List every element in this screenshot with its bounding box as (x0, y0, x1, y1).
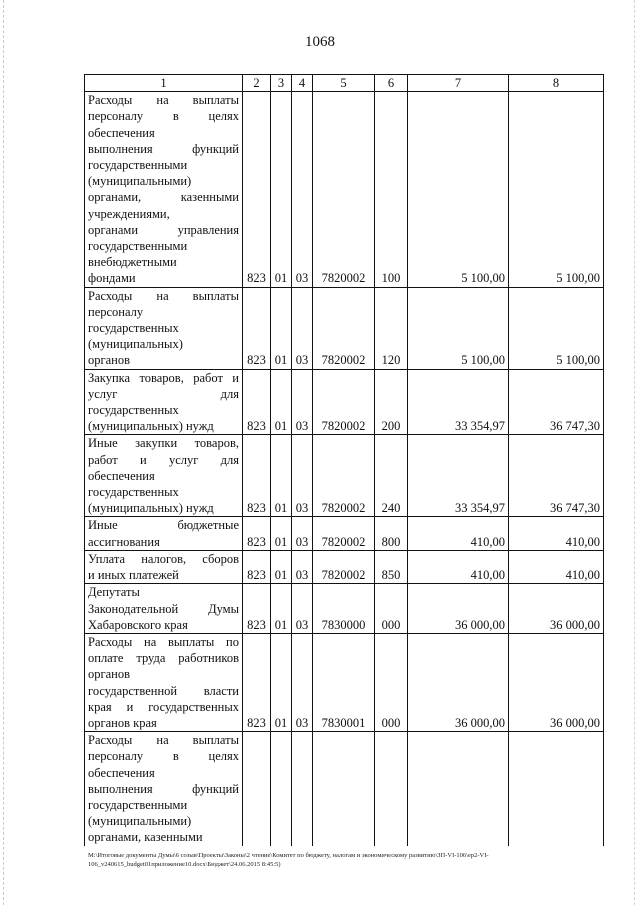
expense-name-line: органов края (88, 715, 157, 730)
expense-name-line: обеспечения (88, 468, 155, 483)
expense-name-cell (85, 584, 243, 634)
expense-name-line: оплате труда работников (88, 651, 239, 666)
section-cell: 01 (271, 517, 292, 550)
expense-type-cell: 100 (375, 92, 408, 287)
table-row (85, 732, 604, 846)
header-cell: 4 (292, 75, 313, 92)
expense-name-line: государственных (88, 485, 179, 500)
expense-name-line: Уплата налогов, сборов (88, 551, 239, 566)
section-cell: 01 (271, 584, 292, 634)
budget-code-cell: 823 (243, 584, 271, 634)
document-footer-path (88, 851, 608, 869)
amount-year1-cell: 5 100,00 (408, 287, 509, 369)
budget-table (84, 74, 604, 846)
amount-year2-cell (509, 732, 604, 846)
expense-name-line: органов (88, 667, 131, 682)
expense-name-cell (85, 287, 243, 369)
amount-year2-cell: 410,00 (509, 550, 604, 583)
expense-type-cell: 120 (375, 287, 408, 369)
amount-year1-cell: 410,00 (408, 517, 509, 550)
expense-name-line: и иных платежей (88, 568, 179, 583)
table-row (85, 369, 604, 435)
expense-name-line: услуг для (88, 386, 239, 401)
expense-name-line: государственными (88, 158, 188, 173)
subsection-cell: 03 (292, 287, 313, 369)
amount-year1-cell: 36 000,00 (408, 584, 509, 634)
amount-year1-cell (408, 732, 509, 846)
table-body (85, 92, 604, 846)
expense-name-line: Депутаты (88, 585, 140, 600)
header-cell: 3 (271, 75, 292, 92)
expense-name-line: (муниципальными) (88, 174, 192, 189)
header-cell: 2 (243, 75, 271, 92)
budget-code-cell: 823 (243, 92, 271, 287)
header-cell: 6 (375, 75, 408, 92)
amount-year1-cell: 410,00 (408, 550, 509, 583)
expense-name-line: Расходы на выплаты (88, 733, 239, 748)
expense-name-line: государственных (88, 403, 179, 418)
expense-name-line: Иные бюджетные (88, 518, 239, 533)
target-item-cell: 7820002 (313, 435, 375, 517)
expense-name-line: Законодательной Думы (88, 601, 239, 616)
expense-name-line: выполнения функций (88, 141, 239, 156)
subsection-cell: 03 (292, 633, 313, 731)
budget-code-cell: 823 (243, 369, 271, 435)
expense-type-cell: 240 (375, 435, 408, 517)
amount-year2-cell: 36 747,30 (509, 435, 604, 517)
expense-name-line: персоналу в целях (88, 749, 239, 764)
subsection-cell: 03 (292, 92, 313, 287)
budget-code-cell: 823 (243, 550, 271, 583)
amount-year1-cell: 36 000,00 (408, 633, 509, 731)
section-cell: 01 (271, 633, 292, 731)
expense-name-line: персоналу (88, 304, 144, 319)
target-item-cell: 7820002 (313, 287, 375, 369)
expense-name-line: (муниципальных) нужд (88, 501, 214, 516)
scan-edge-left (3, 0, 4, 905)
section-cell (271, 732, 292, 846)
expense-name-line: органами, казенными (88, 830, 203, 845)
expense-name-line: персоналу в целях (88, 109, 239, 124)
amount-year2-cell: 36 000,00 (509, 584, 604, 634)
subsection-cell: 03 (292, 435, 313, 517)
table-row (85, 287, 604, 369)
section-cell: 01 (271, 435, 292, 517)
table-row (85, 517, 604, 550)
target-item-cell: 7830001 (313, 633, 375, 731)
subsection-cell: 03 (292, 517, 313, 550)
expense-name-cell (85, 435, 243, 517)
expense-type-cell: 800 (375, 517, 408, 550)
expense-name-line: органами, казенными (88, 190, 239, 205)
target-item-cell: 7830000 (313, 584, 375, 634)
expense-type-cell: 000 (375, 584, 408, 634)
expense-name-cell (85, 369, 243, 435)
target-item-cell: 7820002 (313, 369, 375, 435)
amount-year1-cell: 33 354,97 (408, 435, 509, 517)
expense-name-line: Расходы на выплаты (88, 288, 239, 303)
expense-name-line: Расходы на выплаты (88, 93, 239, 108)
expense-name-line: Закупка товаров, работ и (88, 370, 239, 385)
expense-name-line: обеспечения (88, 765, 155, 780)
section-cell: 01 (271, 287, 292, 369)
expense-name-cell (85, 517, 243, 550)
expense-name-line: фондами (88, 271, 136, 286)
expense-name-line: государственной власти (88, 683, 239, 698)
expense-type-cell: 000 (375, 633, 408, 731)
expense-name-line: государственными (88, 239, 188, 254)
table-row (85, 584, 604, 634)
expense-name-cell (85, 550, 243, 583)
amount-year2-cell: 410,00 (509, 517, 604, 550)
header-cell: 7 (408, 75, 509, 92)
amount-year2-cell: 5 100,00 (509, 287, 604, 369)
expense-type-cell: 200 (375, 369, 408, 435)
expense-name-cell (85, 633, 243, 731)
section-cell: 01 (271, 369, 292, 435)
expense-name-line: (муниципальных) нужд (88, 419, 214, 434)
amount-year2-cell: 5 100,00 (509, 92, 604, 287)
expense-name-line: работ и услуг для (88, 452, 239, 467)
table-row (85, 92, 604, 287)
target-item-cell: 7820002 (313, 517, 375, 550)
expense-name-line: края и государственных (88, 699, 239, 714)
expense-name-line: органами управления (88, 222, 239, 237)
table-header-row (85, 75, 604, 92)
budget-code-cell: 823 (243, 517, 271, 550)
section-cell: 01 (271, 550, 292, 583)
expense-name-line: Расходы на выплаты по (88, 634, 239, 649)
scan-edge-right (634, 0, 635, 905)
page-number: 1068 (305, 34, 335, 50)
subsection-cell: 03 (292, 369, 313, 435)
header-cell: 1 (85, 75, 243, 92)
footer-path-line: M:\Итоговые документы Думы\6 созыв\Проекты\Законы\2 чтение\Комитет по бюджету, налогам и экономическому развитию\ЗП-VI-106\ep2-VI- (88, 852, 489, 859)
expense-name-line: государственными (88, 797, 188, 812)
expense-type-cell: 850 (375, 550, 408, 583)
subsection-cell (292, 732, 313, 846)
amount-year1-cell: 33 354,97 (408, 369, 509, 435)
subsection-cell: 03 (292, 550, 313, 583)
table-row (85, 633, 604, 731)
expense-name-cell (85, 732, 243, 846)
expense-name-line: учреждениями, (88, 206, 170, 221)
expense-name-line: Хабаровского края (88, 617, 188, 632)
expense-name-line: (муниципальных) (88, 337, 183, 352)
expense-type-cell (375, 732, 408, 846)
amount-year2-cell: 36 000,00 (509, 633, 604, 731)
target-item-cell (313, 732, 375, 846)
expense-name-line: органов (88, 353, 131, 368)
footer-path-line: 106_v240615_budget01приложение10.docx\Бюджет\24.06.2015 8:45:5) (88, 861, 281, 868)
expense-name-line: ассигнования (88, 534, 160, 549)
budget-code-cell (243, 732, 271, 846)
budget-code-cell: 823 (243, 633, 271, 731)
expense-name-line: Иные закупки товаров, (88, 436, 239, 451)
table-row (85, 550, 604, 583)
budget-code-cell: 823 (243, 287, 271, 369)
expense-name-line: выполнения функций (88, 781, 239, 796)
expense-name-line: (муниципальными) (88, 814, 192, 829)
budget-code-cell: 823 (243, 435, 271, 517)
table-row (85, 435, 604, 517)
header-cell: 5 (313, 75, 375, 92)
expense-name-line: государственных (88, 321, 179, 336)
expense-name-cell (85, 92, 243, 287)
expense-name-line: обеспечения (88, 125, 155, 140)
target-item-cell: 7820002 (313, 92, 375, 287)
amount-year1-cell: 5 100,00 (408, 92, 509, 287)
header-cell: 8 (509, 75, 604, 92)
section-cell: 01 (271, 92, 292, 287)
amount-year2-cell: 36 747,30 (509, 369, 604, 435)
target-item-cell: 7820002 (313, 550, 375, 583)
expense-name-line: внебюджетными (88, 255, 177, 270)
subsection-cell: 03 (292, 584, 313, 634)
